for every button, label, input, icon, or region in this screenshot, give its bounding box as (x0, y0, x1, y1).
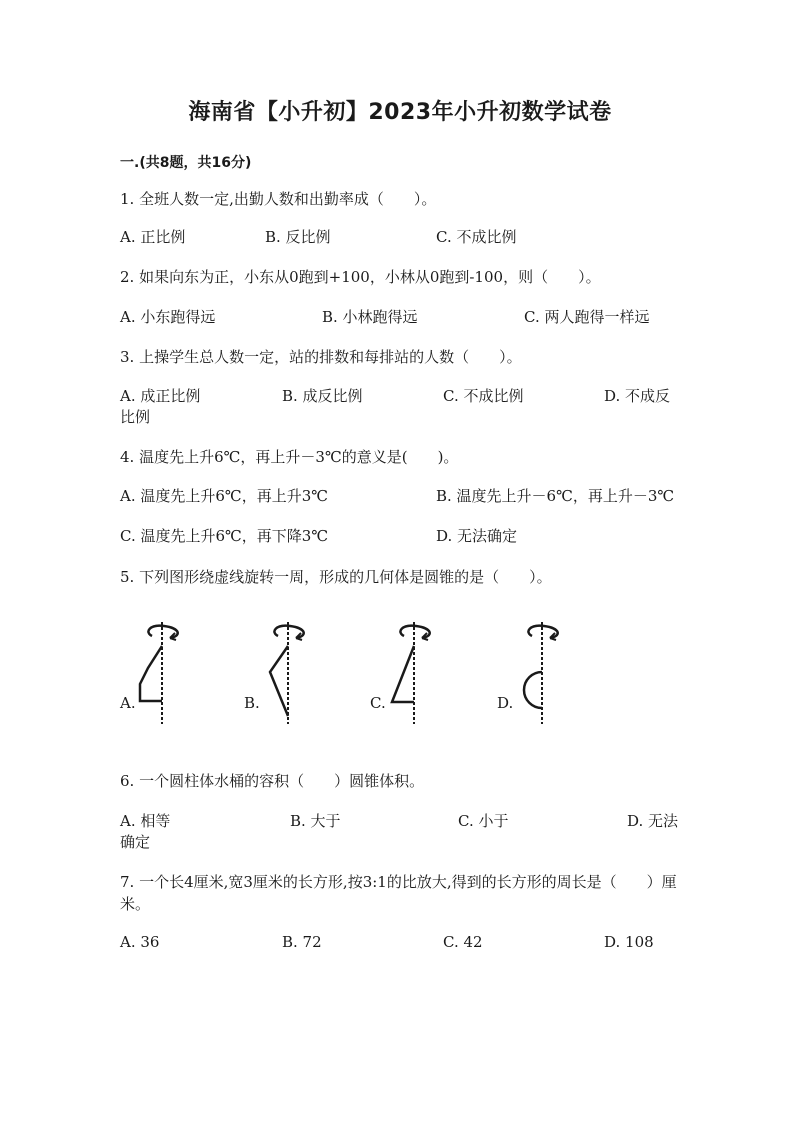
question-6-option-c[interactable]: C. 小于 (458, 812, 509, 830)
rotation-figure-d-icon (510, 620, 580, 725)
question-2-option-a[interactable]: A. 小东跑得远 (120, 308, 216, 326)
question-3-stem: 3. 上操学生总人数一定，站的排数和每排站的人数（ ）。 (120, 348, 522, 366)
question-4-option-c[interactable]: C. 温度先上升6℃，再下降3℃ (120, 527, 329, 545)
rotation-figure-b-icon (256, 620, 326, 725)
question-4-option-b[interactable]: B. 温度先上升－6℃，再上升－3℃ (436, 487, 675, 505)
question-3-option-b[interactable]: B. 成反比例 (282, 387, 363, 405)
question-1-option-b[interactable]: B. 反比例 (265, 228, 331, 246)
question-6-stem: 6. 一个圆柱体水桶的容积（ ）圆锥体积。 (120, 772, 425, 790)
question-5-option-a[interactable]: A. (120, 694, 136, 712)
question-3-option-d[interactable]: D. 不成反 (604, 387, 671, 405)
rotation-figure-a-icon (130, 620, 200, 725)
question-3-option-d-wrap: 比例 (120, 408, 151, 426)
question-7-option-d[interactable]: D. 108 (604, 933, 654, 951)
question-3-option-c[interactable]: C. 不成比例 (443, 387, 524, 405)
question-1-option-a[interactable]: A. 正比例 (120, 228, 186, 246)
question-1-option-c[interactable]: C. 不成比例 (436, 228, 517, 246)
question-1-stem: 1. 全班人数一定,出勤人数和出勤率成（ ）。 (120, 190, 437, 208)
question-5-option-b[interactable]: B. (244, 694, 260, 712)
section-heading: 一.(共8题，共16分) (120, 155, 252, 171)
question-6-option-d[interactable]: D. 无法 (627, 812, 679, 830)
question-6-option-d-wrap: 确定 (120, 833, 151, 851)
question-4-stem: 4. 温度先上升6℃，再上升－3℃的意义是( )。 (120, 448, 459, 466)
question-4-option-a[interactable]: A. 温度先上升6℃，再上升3℃ (120, 487, 329, 505)
question-5-option-c[interactable]: C. (370, 694, 386, 712)
question-3-option-a[interactable]: A. 成正比例 (120, 387, 201, 405)
question-5-stem: 5. 下列图形绕虚线旋转一周，形成的几何体是圆锥的是（ ）。 (120, 568, 552, 586)
question-7-stem: 7. 一个长4厘米,宽3厘米的长方形,按3:1的比放大,得到的长方形的周长是（ ）厘米。 (120, 873, 677, 913)
question-2-option-c[interactable]: C. 两人跑得一样远 (524, 308, 650, 326)
question-5-option-d[interactable]: D. (497, 694, 514, 712)
question-7-option-a[interactable]: A. 36 (120, 933, 160, 951)
question-2-stem: 2. 如果向东为正，小东从0跑到+100，小林从0跑到-100，则（ ）。 (120, 268, 601, 286)
question-7-option-c[interactable]: C. 42 (443, 933, 483, 951)
question-2-option-b[interactable]: B. 小林跑得远 (322, 308, 418, 326)
question-6-option-a[interactable]: A. 相等 (120, 812, 171, 830)
question-4-option-d[interactable]: D. 无法确定 (436, 527, 518, 545)
rotation-figure-c-icon (382, 620, 452, 725)
page-title: 海南省【小升初】2023年小升初数学试卷 (188, 100, 612, 125)
question-6-option-b[interactable]: B. 大于 (290, 812, 341, 830)
question-7-option-b[interactable]: B. 72 (282, 933, 322, 951)
